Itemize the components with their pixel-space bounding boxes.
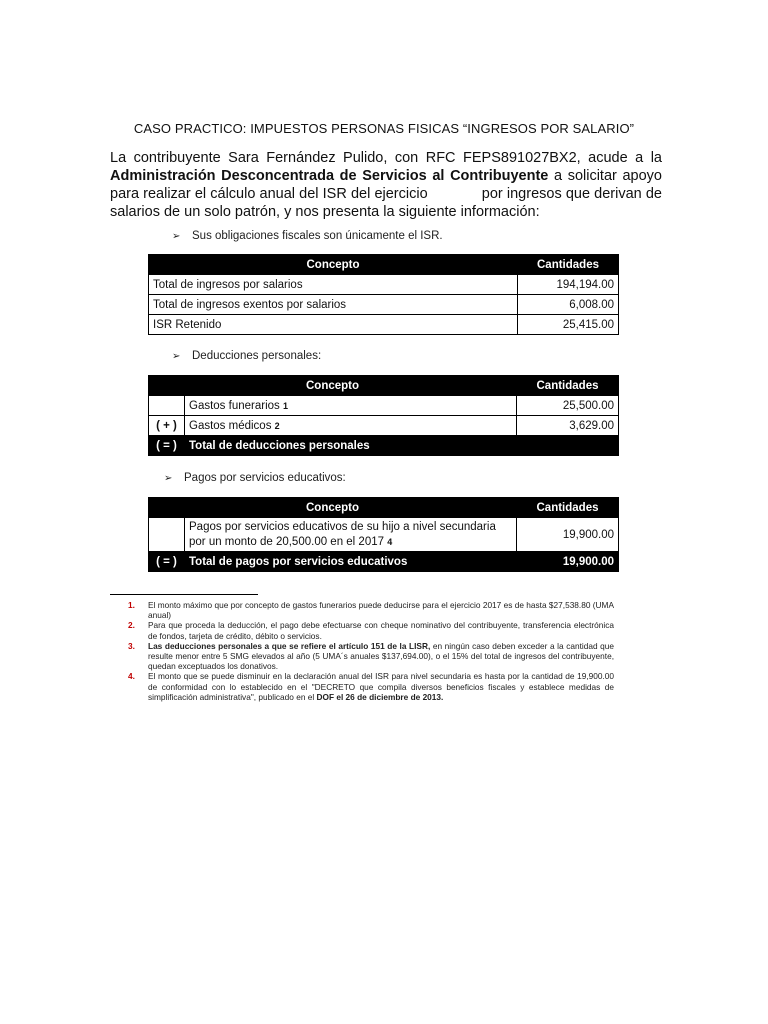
table-row — [149, 396, 619, 416]
footnote — [128, 641, 614, 672]
table-row — [149, 295, 619, 315]
total-cantidad: 19,900.00 — [517, 552, 619, 572]
intro-bold-office: Administración Desconcentrada de Servicios al Contribuyente — [110, 168, 549, 184]
arrow-bullet-icon: ➢ — [164, 473, 173, 484]
footnote-text: El monto máximo que por concepto de gastos funerarios puede deducirse para el ejercicio 2017 es de hasta $27,538.80 (UMA anual) — [148, 600, 614, 621]
total-sign: ( = ) — [149, 436, 185, 456]
table-header-row — [149, 255, 619, 275]
header-cantidades: Cantidades — [517, 498, 619, 518]
row-sign: ( + ) — [149, 416, 185, 436]
intro-text-3: por ingresos que derivan de salarios de un solo patrón, y nos presenta la siguiente información: — [110, 186, 662, 220]
row-cantidad: 3,629.00 — [517, 416, 619, 436]
table-row — [149, 416, 619, 436]
row-sign — [149, 396, 185, 416]
intro-text-2: a solicitar apoyo para realizar el cálculo anual del ISR del ejercicio — [110, 168, 662, 202]
header-concepto: Concepto — [149, 498, 517, 518]
table-row — [149, 275, 619, 295]
document-title: CASO PRACTICO: IMPUESTOS PERSONAS FISICAS “INGRESOS POR SALARIO” — [133, 121, 635, 136]
arrow-bullet-icon: ➢ — [172, 231, 181, 242]
intro-text-1: La contribuyente Sara Fernández Pulido, con RFC FEPS891027BX2, acude a la — [110, 150, 662, 166]
row-cantidad: 194,194.00 — [518, 275, 619, 295]
footnotes — [128, 600, 614, 702]
footnote-ref: 1 — [282, 400, 288, 411]
row-concepto: Total de ingresos exentos por salarios — [149, 295, 518, 315]
table-row — [149, 518, 619, 552]
row-sign — [149, 518, 185, 552]
bullet-obligaciones: ➢ Sus obligaciones fiscales son únicamente el ISR. — [172, 230, 443, 242]
total-row — [149, 436, 619, 456]
row-concepto: ISR Retenido — [149, 315, 518, 335]
footnote-ref: 2 — [274, 420, 280, 431]
footnote-number: 1. — [128, 600, 135, 610]
footnote-text: Las deducciones personales a que se refiere el artículo 151 de la LISR, en ningún caso deben exceder a la cantidad que resulte menor entre 5 SMG elevados al año (5 UMA´s anuales $137,694.00), o el 15% del total de ingresos del contribuyente, quedan exceptuados los donativos. — [148, 640, 615, 672]
footnote-number: 3. — [128, 640, 135, 651]
footnote-separator — [110, 594, 258, 595]
bullet-deducciones: ➢ Deducciones personales: — [172, 350, 322, 362]
header-concepto: Concepto — [149, 376, 517, 396]
row-cantidad: 19,900.00 — [517, 518, 619, 552]
footnote-text: El monto que se puede disminuir en la declaración anual del ISR para nivel secundaria es hasta por la cantidad de 19,900.00 de conformidad con lo establecido en el "DECRETO que compila diversos beneficios fiscales y establece medidas de simplificación administrativa", publicado en el DOF el 26 de diciembre de 2013. — [148, 671, 614, 702]
pagos-table — [148, 497, 619, 572]
total-concepto: Total de deducciones personales — [185, 436, 517, 456]
bullet-pagos: ➢ Pagos por servicios educativos: — [164, 472, 346, 484]
footnote — [128, 620, 614, 640]
header-cantidades: Cantidades — [517, 376, 619, 396]
table-row — [149, 315, 619, 335]
arrow-bullet-icon: ➢ — [172, 351, 181, 362]
deducciones-table — [148, 375, 619, 456]
row-concepto: Pagos por servicios educativos de su hijo a nivel secundaria por un monto de 20,500.00 en el 2017 4 — [185, 518, 517, 552]
total-concepto: Total de pagos por servicios educativos — [185, 552, 517, 572]
footnote-text: Para que proceda la deducción, el pago debe efectuarse con cheque nominativo del contribuyente, transferencia electrónica de fondos, tarjeta de crédito, débito o servicios. — [148, 620, 614, 641]
total-row — [149, 552, 619, 572]
table-header-row — [149, 498, 619, 518]
ingresos-table — [148, 254, 619, 335]
total-cantidad — [517, 436, 619, 456]
row-concepto: Total de ingresos por salarios — [149, 275, 518, 295]
footnote-number: 2. — [128, 620, 135, 631]
header-concepto: Concepto — [149, 255, 518, 275]
row-cantidad: 25,500.00 — [517, 396, 619, 416]
row-cantidad: 6,008.00 — [518, 295, 619, 315]
row-concepto: Gastos funerarios 1 — [185, 396, 517, 416]
row-concepto: Gastos médicos 2 — [185, 416, 517, 436]
footnote-ref: 4 — [387, 536, 393, 547]
footnote — [128, 671, 614, 702]
table-header-row — [149, 376, 619, 396]
footnote — [128, 600, 614, 620]
total-sign: ( = ) — [149, 552, 185, 572]
intro-paragraph — [110, 149, 662, 221]
footnote-number: 4. — [128, 671, 135, 682]
row-cantidad: 25,415.00 — [518, 315, 619, 335]
header-cantidades: Cantidades — [518, 255, 619, 275]
